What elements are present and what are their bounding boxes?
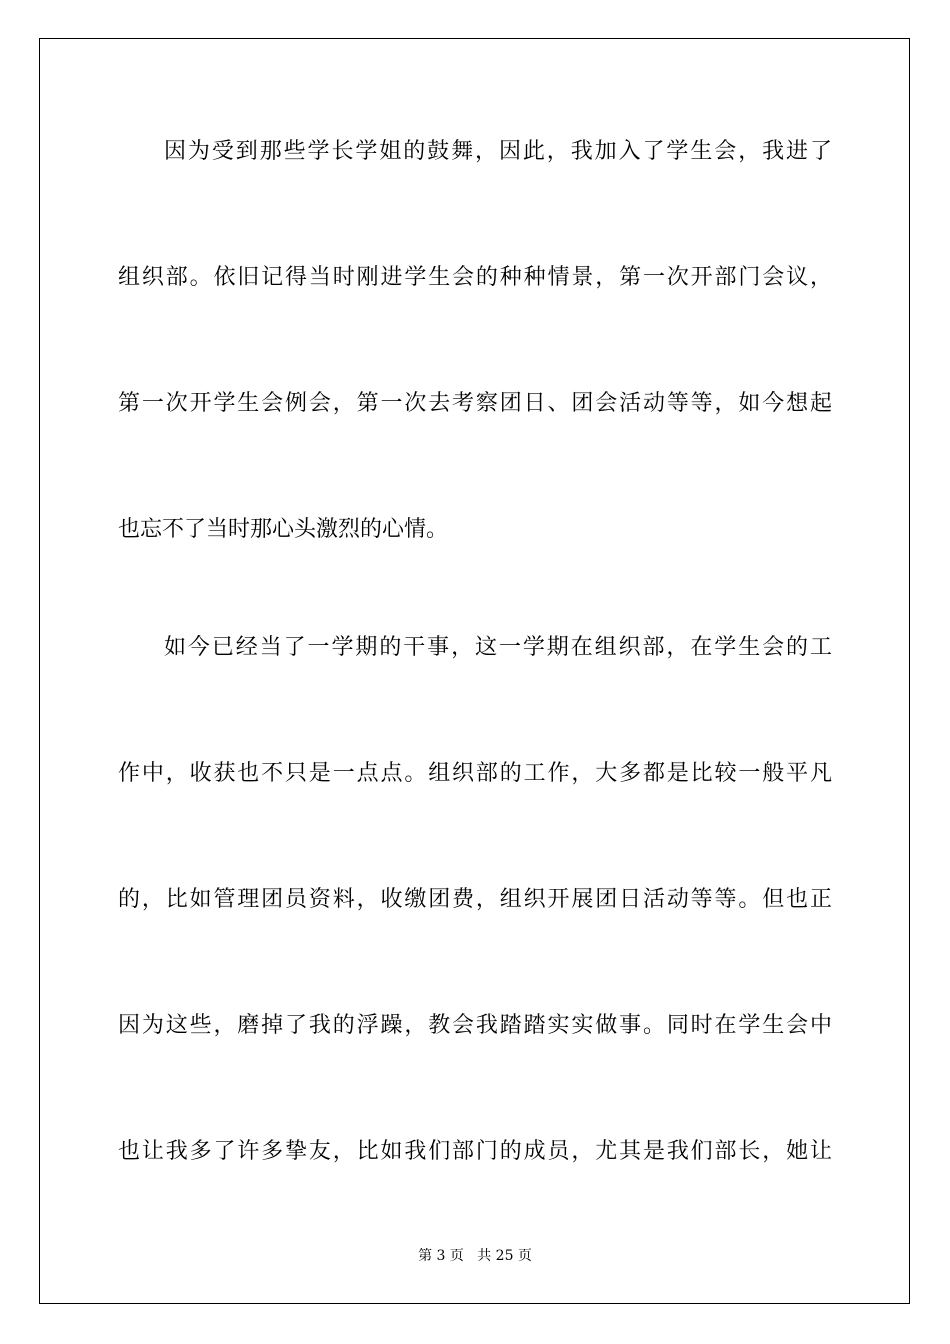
paragraph-1-line-2: 组织部。依旧记得当时刚进学生会的种种情景，第一次开部门会议， <box>118 265 832 290</box>
page-border <box>39 38 910 1304</box>
paragraph-1-line-4: 也忘不了当时那心头激烈的心情。 <box>118 517 449 542</box>
paragraph-2-line-4: 因为这些，磨掉了我的浮躁，教会我踏踏实实做事。同时在学生会中 <box>118 1013 832 1038</box>
paragraph-1-line-3: 第一次开学生会例会，第一次去考察团日、团会活动等等，如今想起 <box>118 391 832 416</box>
paragraph-2-line-3: 的，比如管理团员资料，收缴团费，组织开展团日活动等等。但也正 <box>118 887 832 912</box>
paragraph-2-line-2: 作中，收获也不只是一点点。组织部的工作，大多都是比较一般平凡 <box>118 761 832 786</box>
paragraph-2-line-5: 也让我多了许多挚友，比如我们部门的成员，尤其是我们部长，她让 <box>118 1139 832 1164</box>
page-number-footer: 第 3 页 共 25 页 <box>418 1248 532 1264</box>
paragraph-2-line-1: 如今已经当了一学期的干事，这一学期在组织部，在学生会的工 <box>164 635 832 660</box>
paragraph-1-line-1: 因为受到那些学长学姐的鼓舞，因此，我加入了学生会，我进了 <box>164 139 832 164</box>
